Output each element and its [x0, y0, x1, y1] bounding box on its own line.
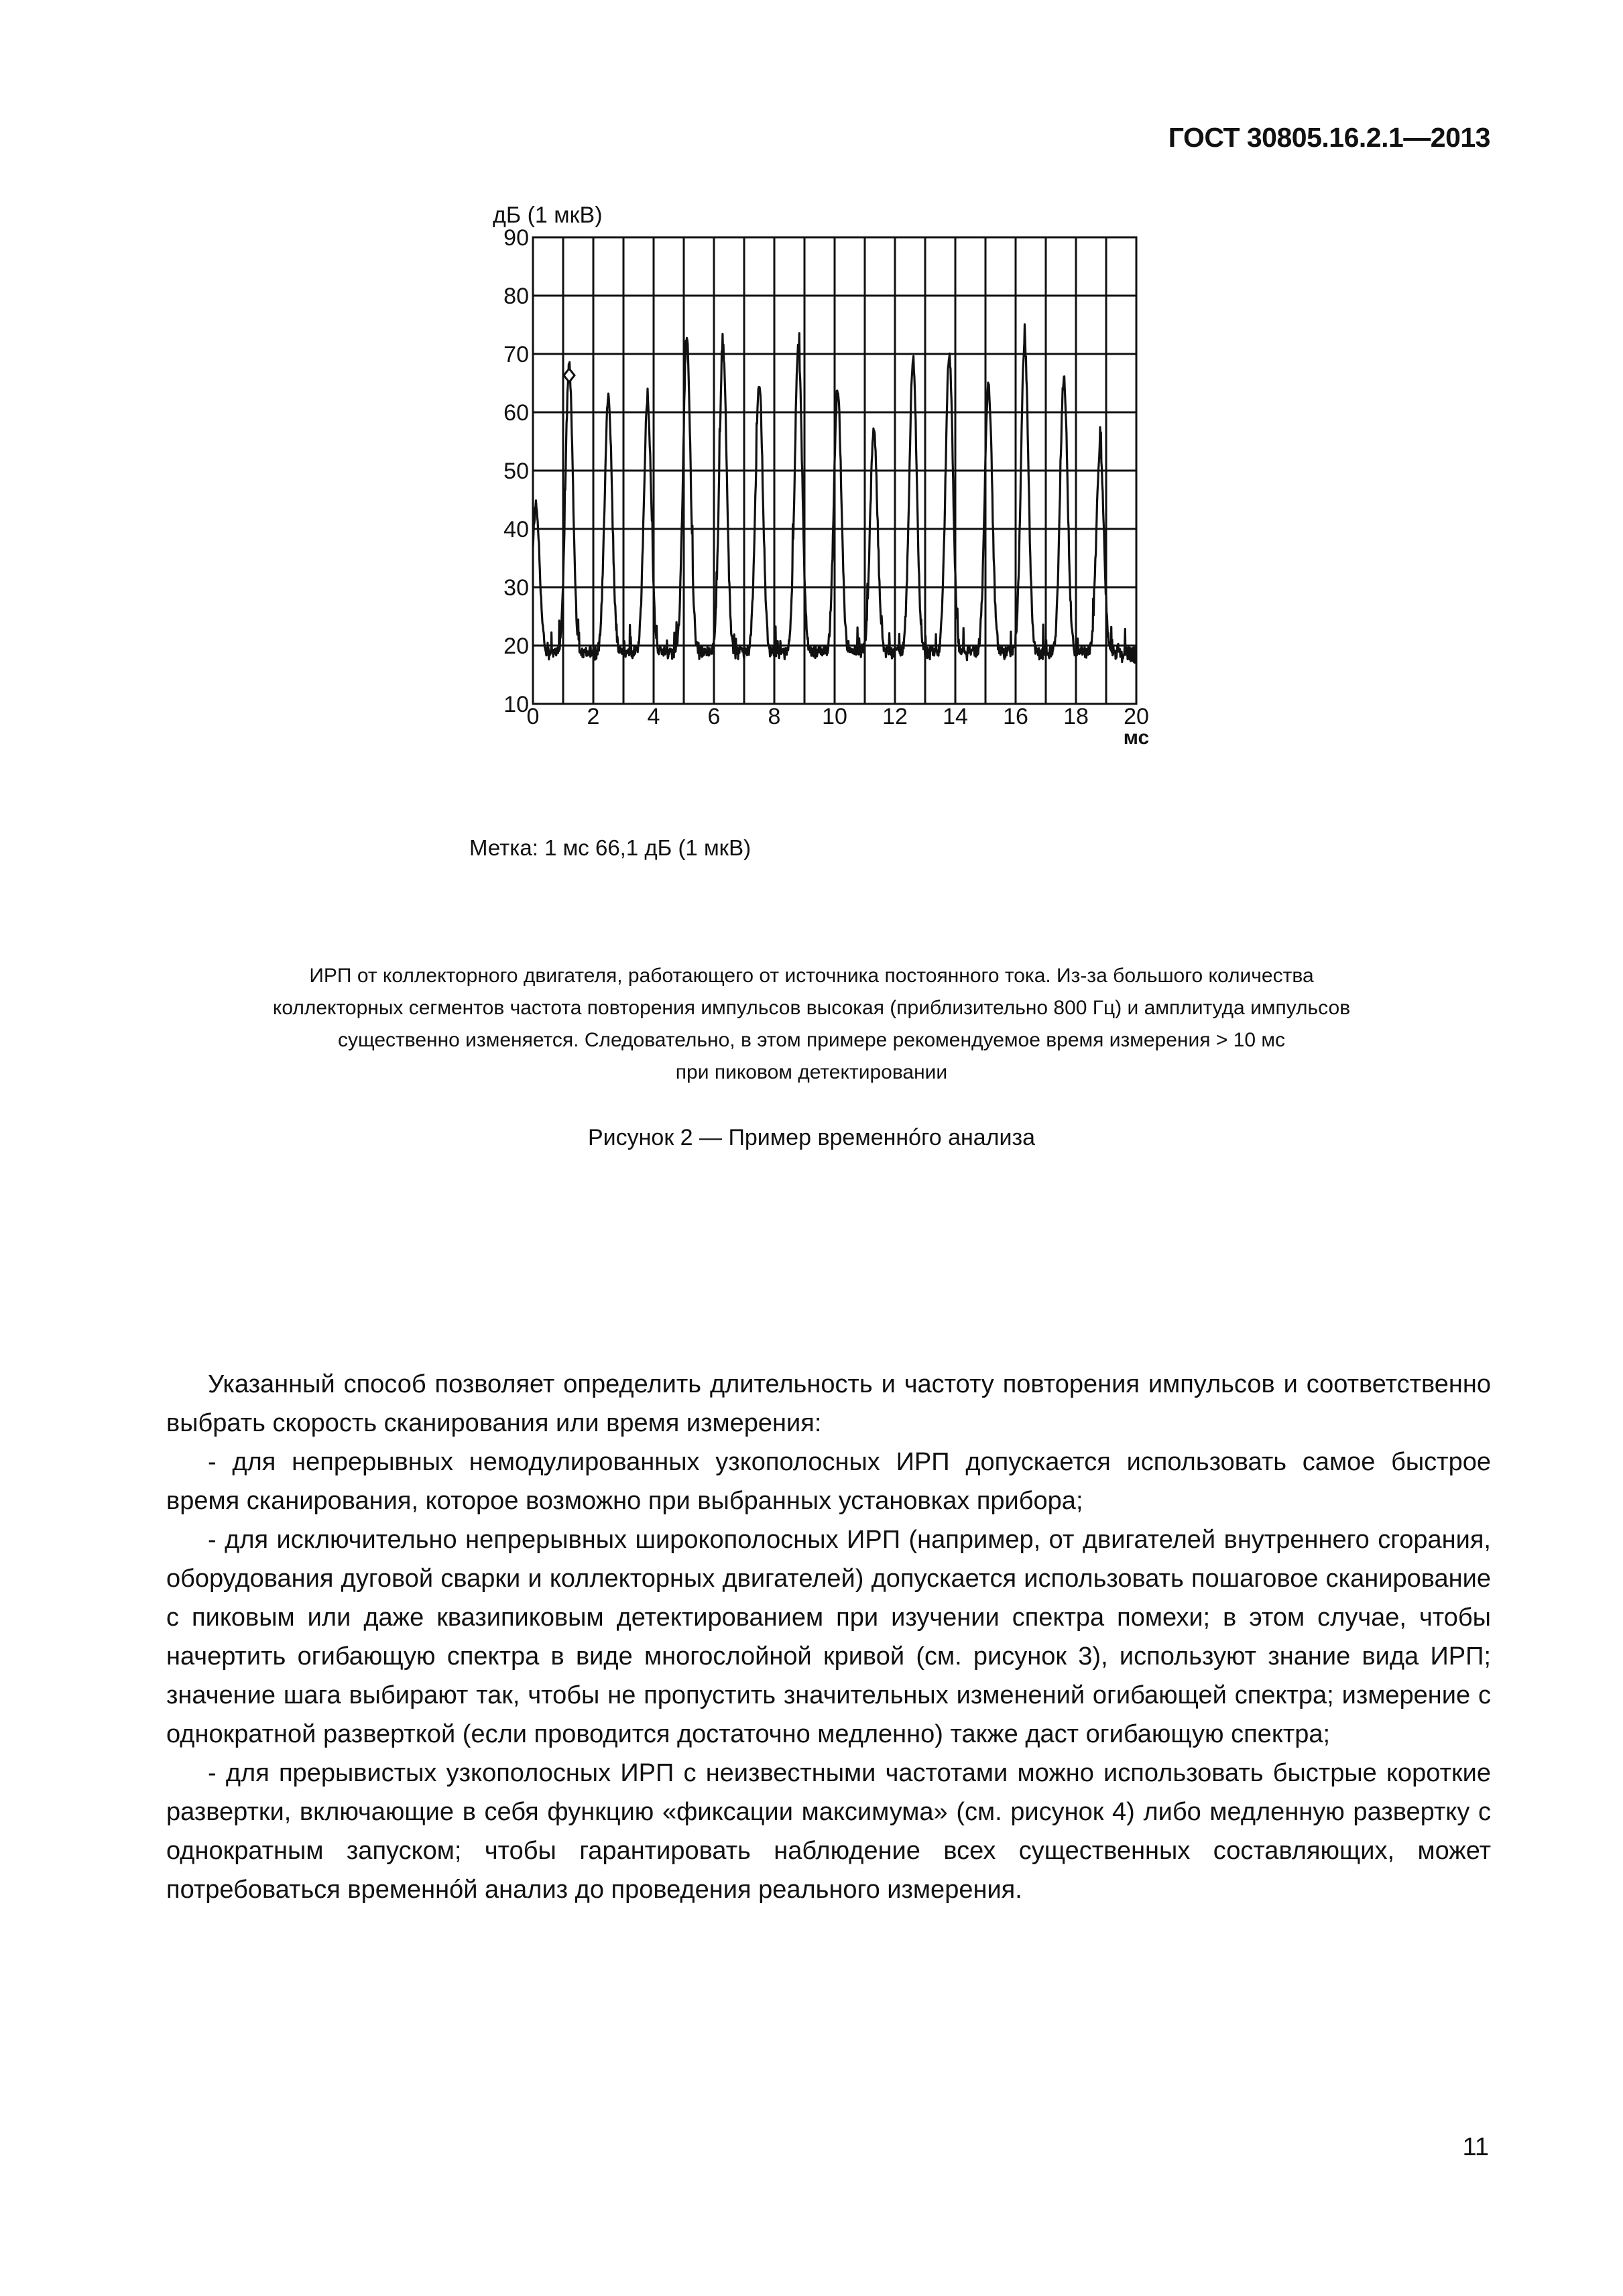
- x-tick-label: 2: [587, 704, 600, 729]
- y-tick-label: 70: [503, 342, 529, 367]
- paragraph: - для исключительно непрерывных широкополосных ИРП (например, от двигателей внутреннего сгорания, оборудования дуговой сварки и коллекторных двигателей) допускается использовать пошаговое сканирование с пиковым или даже квазипиковым детектированием при изучении спектра помехи; в этом случае, чтобы начертить огибающую спектра в виде многослойной кривой (см. рисунок 3), используют знание вида ИРП; значение шага выбирают так, чтобы не пропустить значительных изменений огибающей спектра; измерение с однократной разверткой (если проводится достаточно медленно) также даст огибающую спектра;: [166, 1526, 1491, 1748]
- x-tick-label: 8: [768, 704, 781, 729]
- standard-number: ГОСТ 30805.16.2.1—2013: [1168, 122, 1490, 153]
- x-tick-label: 14: [943, 704, 968, 729]
- y-tick-label: 10: [503, 692, 529, 717]
- y-tick-label: 60: [503, 400, 529, 426]
- marker-readout: Метка: 1 мс 66,1 дБ (1 мкВ): [469, 835, 752, 860]
- marker-point: [564, 369, 575, 382]
- y-tick-label: 20: [503, 633, 529, 659]
- x-tick-label: 18: [1063, 704, 1089, 729]
- y-tick-label: 40: [503, 517, 529, 542]
- time-analysis-figure: [469, 194, 1220, 892]
- figure-note-line: ИРП от коллекторного двигателя, работающего от источника постоянного тока. Из-за большого количества: [309, 965, 1314, 987]
- paragraph: Указанный способ позволяет определить длительность и частоту повторения импульсов и соответственно выбрать скорость сканирования или время измерения:: [166, 1370, 1491, 1437]
- paragraph: - для непрерывных немодулированных узкополосных ИРП допускается использовать самое быстрое время сканирования, которое возможно при выбранных установках прибора;: [166, 1448, 1491, 1515]
- figure-note-line: существенно изменяется. Следовательно, в этом примере рекомендуемое время измерения > 10 мс: [337, 1029, 1286, 1051]
- page-number: 11: [1462, 2133, 1489, 2161]
- x-tick-label: 16: [1003, 704, 1028, 729]
- y-axis-title: дБ (1 мкВ): [493, 202, 603, 228]
- figure-note-line: коллекторных сегментов частота повторения импульсов высокая (приблизительно 800 Гц) и амплитуда импульсов: [272, 997, 1351, 1019]
- x-tick-label: 4: [647, 704, 660, 729]
- y-tick-label: 30: [503, 575, 529, 601]
- x-tick-label: 12: [882, 704, 908, 729]
- y-tick-label: 90: [503, 225, 529, 251]
- y-tick-label: 80: [503, 284, 529, 309]
- y-tick-label: 50: [503, 459, 529, 484]
- x-tick-label: 10: [822, 704, 847, 729]
- figure-note-line: при пиковом детектировании: [675, 1061, 948, 1083]
- time-domain-chart: [469, 194, 1220, 838]
- figure-note: [134, 960, 1489, 1089]
- x-tick-label: 20: [1124, 704, 1149, 729]
- x-tick-label: 6: [707, 704, 721, 729]
- x-axis-title: мс: [1123, 727, 1150, 749]
- body-text: [166, 1365, 1491, 1909]
- figure-title: Рисунок 2 — Пример временнóго анализа: [587, 1125, 1036, 1150]
- paragraph: - для прерывистых узкополосных ИРП с неизвестными частотами можно использовать быстрые короткие развертки, включающие в себя функцию «фиксации максимума» (см. рисунок 4) либо медленную развертку с однократным запуском; чтобы гарантировать наблюдение всех существенных составляющих, может потребоваться временнóй анализ до проведения реального измерения.: [166, 1759, 1491, 1904]
- x-tick-label: 0: [526, 704, 540, 729]
